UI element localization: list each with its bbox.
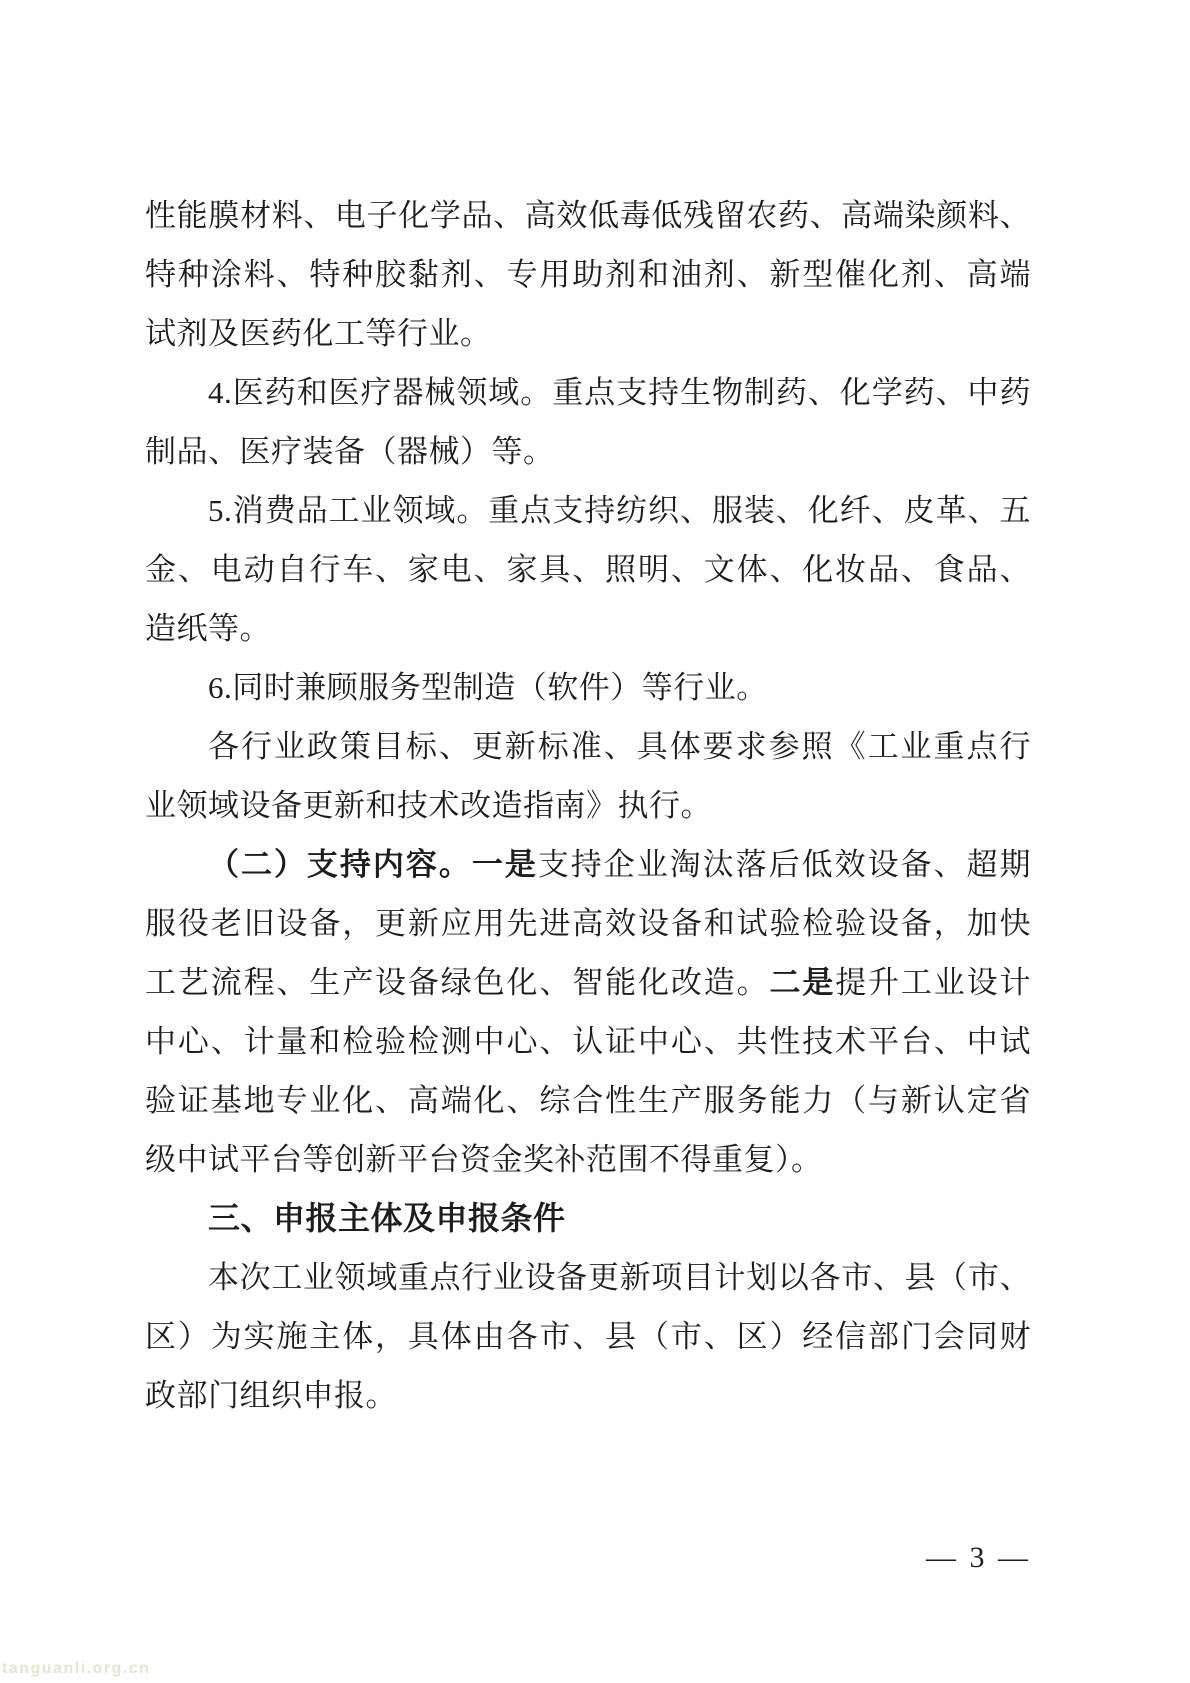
bold-emphasis: 一是 (471, 847, 538, 882)
text-line: 试剂及医药化工等行业。 (145, 316, 492, 351)
text-line: 6.同时兼顾服务型制造（软件）等行业。 (208, 670, 768, 705)
text-line: 级中试平台等创新平台资金奖补范围不得重复）。 (145, 1142, 823, 1177)
text-line: 区）为实施主体，具体由各市、县（市、区）经信部门会同财 (145, 1319, 1031, 1354)
text-line: 金、电动自行车、家电、家具、照明、文体、化妆品、食品、 (145, 552, 1031, 587)
line-text: 工艺流程、生产设备绿色化、智能化改造。 (145, 965, 770, 1000)
text-line: 业领域设备更新和技术改造指南》执行。 (145, 788, 712, 823)
text-line: 造纸等。 (145, 611, 271, 646)
text-line: 中心、计量和检验检测中心、认证中心、共性技术平台、中试 (145, 1024, 1031, 1059)
bold-lead-in: （二）支持内容。 (208, 847, 472, 882)
text-line: 5.消费品工业领域。重点支持纺织、服装、化纤、皮革、五 (208, 493, 1031, 528)
text-line: 4.医药和医疗器械领域。重点支持生物制药、化学药、中药 (208, 375, 1031, 410)
watermark-text: tanguanli.org.cn (2, 1660, 151, 1677)
body-text (145, 186, 1031, 1425)
text-line: 制品、医疗装备（器械）等。 (145, 434, 555, 469)
text-line: 政部门组织申报。 (145, 1378, 397, 1413)
page-number: — 3 — (926, 1541, 1031, 1574)
text-line: 性能膜材料、电子化学品、高效低毒低残留农药、高端染颜料、 (145, 198, 1031, 233)
section-heading: 三、申报主体及申报条件 (208, 1200, 566, 1236)
line-text: 支持企业淘汰落后低效设备、超期 (537, 847, 1032, 882)
text-line (145, 953, 1031, 1012)
text-line: 本次工业领域重点行业设备更新项目计划以各市、县（市、 (208, 1260, 1031, 1295)
text-line (145, 835, 1031, 894)
text-line: 服役老旧设备，更新应用先进高效设备和试验检验设备，加快 (145, 906, 1031, 941)
bold-emphasis: 二是 (769, 965, 836, 1000)
text-line: 验证基地专业化、高端化、综合性生产服务能力（与新认定省 (145, 1083, 1031, 1118)
text-line: 各行业政策目标、更新标准、具体要求参照《工业重点行 (208, 729, 1031, 764)
text-line: 特种涂料、特种胶黏剂、专用助剂和油剂、新型催化剂、高端 (145, 257, 1031, 292)
line-text: 提升工业设计 (835, 965, 1032, 1000)
